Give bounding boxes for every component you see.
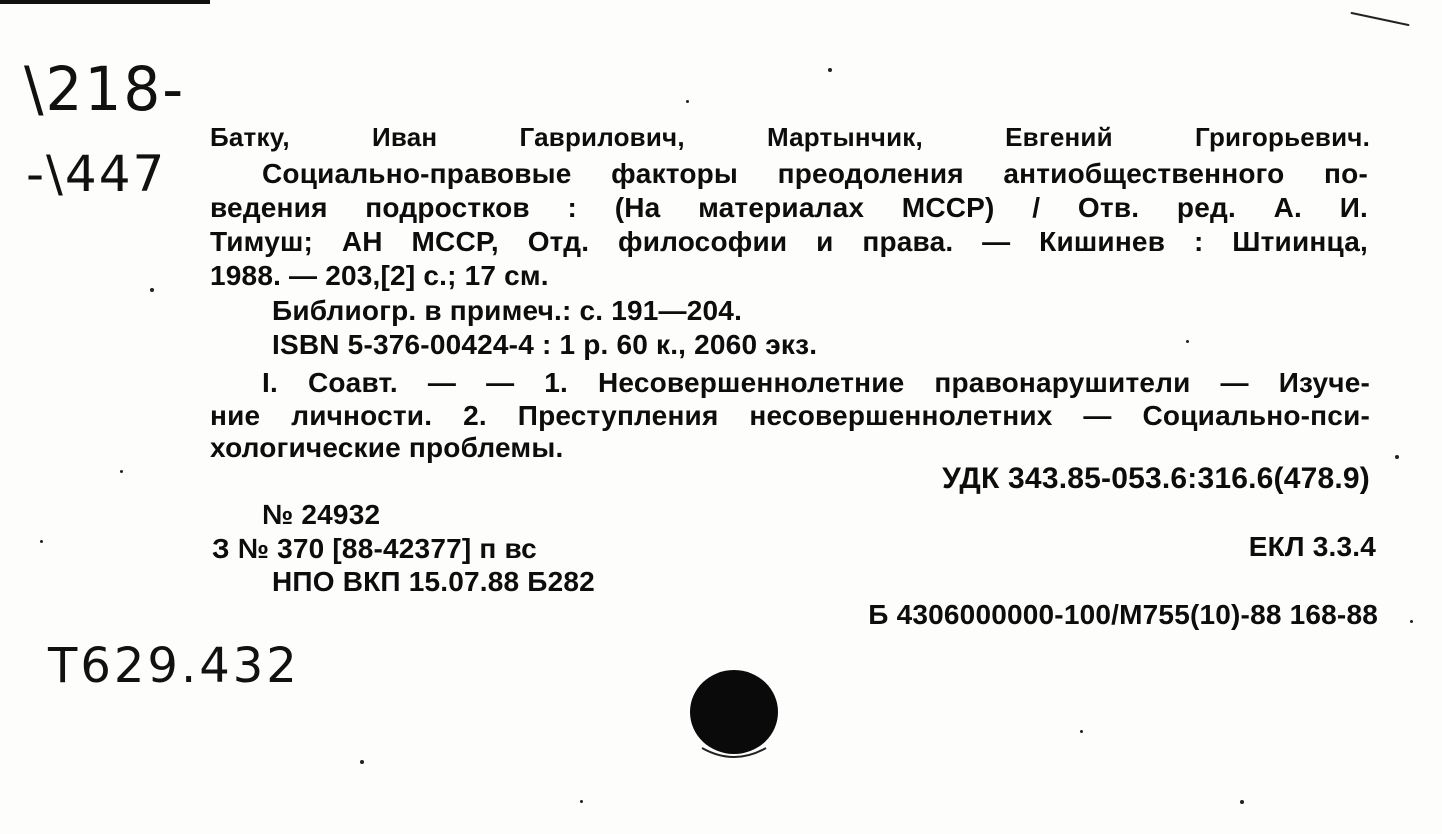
scan-speck: [120, 470, 123, 473]
bibliography-note: Библиогр. в примеч.: с. 191—204.: [272, 295, 743, 326]
scan-speck: [1350, 12, 1409, 26]
card-punch-hole: [688, 668, 780, 760]
handwritten-bottom-code: T629.432: [48, 638, 300, 694]
scan-speck: [1186, 340, 1189, 343]
scan-speck: [1410, 620, 1413, 623]
handwritten-shelf-mark-line-2: -\447: [26, 145, 167, 203]
scan-speck: [360, 760, 364, 764]
subject-line-2: ние личности. 2. Преступления несовершеннолетних — Социально-пси-: [210, 400, 1370, 431]
title-line-2: ведения подростков : (На материалах МССР) / Отв. ред. А. И.: [210, 192, 1368, 223]
subject-line-1: I. Соавт. — — 1. Несовершеннолетние правонарушители — Изуче-: [262, 367, 1370, 398]
handwritten-shelf-mark-line-1: \218-: [24, 53, 186, 125]
scan-speck: [1240, 800, 1244, 804]
b-code: Б 4306000000-100/М755(10)-88 168-88: [868, 599, 1378, 630]
scan-speck: [150, 288, 154, 292]
scan-speck: [580, 800, 583, 803]
top-rule-line: [0, 0, 210, 4]
scan-speck: [686, 100, 689, 103]
npo-line: НПО ВКП 15.07.88 Б282: [272, 566, 595, 597]
title-line-1: Социально-правовые факторы преодоления антиобщественного по-: [262, 158, 1368, 189]
subject-line-3: хологические проблемы.: [210, 432, 564, 463]
isbn-line: ISBN 5-376-00424-4 : 1 р. 60 к., 2060 экз.: [272, 329, 818, 360]
scan-speck: [40, 540, 43, 543]
scan-speck: [1080, 730, 1083, 733]
title-line-4: 1988. — 203,[2] с.; 17 см.: [210, 260, 549, 291]
author-heading: Батку, Иван Гаврилович, Мартынчик, Евгений Григорьевич.: [210, 122, 1370, 152]
scan-speck: [828, 68, 832, 72]
order-line: З № 370 [88-42377] п вс: [212, 533, 537, 564]
scan-speck: [1395, 455, 1399, 459]
udk-code: УДК 343.85-053.6:316.6(478.9): [942, 462, 1370, 495]
title-line-3: Тимуш; АН МССР, Отд. философии и права. — Кишинев : Штиинца,: [210, 226, 1368, 257]
ekl-code: ЕКЛ 3.3.4: [1248, 531, 1376, 562]
record-number: № 24932: [262, 499, 381, 530]
